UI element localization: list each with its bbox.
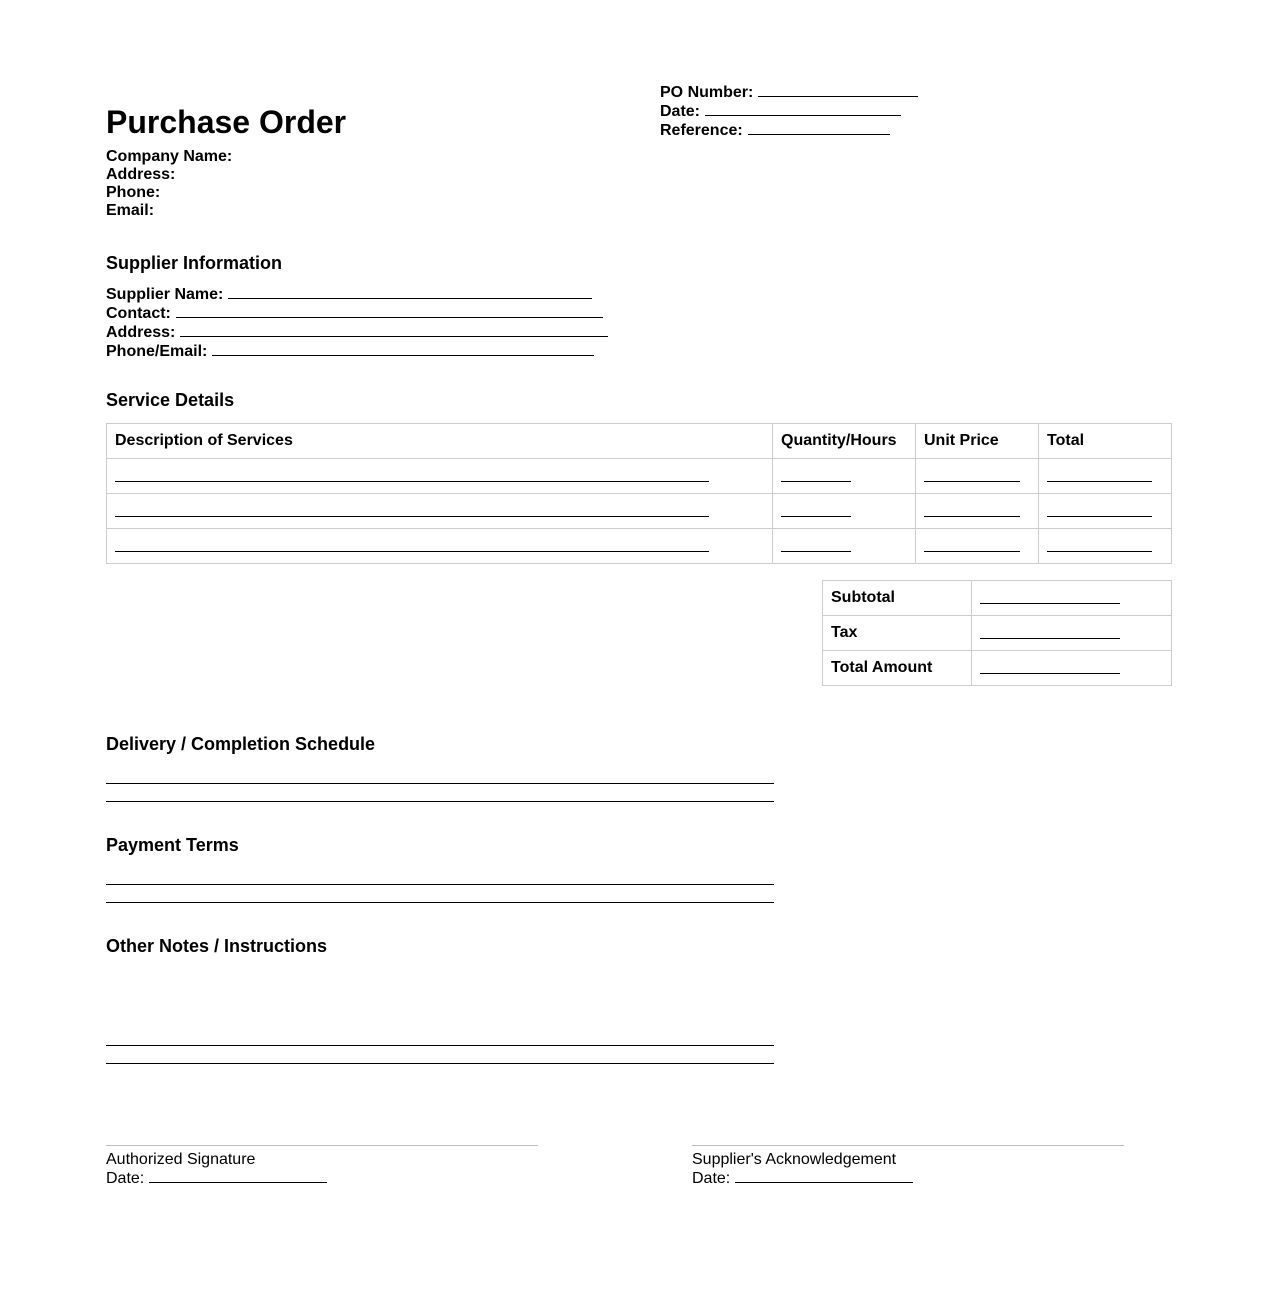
description-field[interactable] [115,516,709,517]
col-quantity: Quantity/Hours [773,424,916,459]
reference-field[interactable] [748,121,890,135]
authorized-signature-block [106,1151,327,1188]
supplier-fields [106,285,608,361]
unit-price-field[interactable] [924,551,1020,552]
subtotal-label: Subtotal [823,581,972,616]
contact-label: Contact: [106,305,171,322]
page-title: Purchase Order [106,104,347,140]
company-email-label: Email: [106,202,155,219]
table-header-row [107,424,1172,459]
supplier-heading: Supplier Information [106,253,283,273]
supplier-acknowledgement-label: Supplier's Acknowledgement [692,1151,897,1168]
company-info [106,148,232,220]
quantity-field[interactable] [781,481,851,482]
company-phone-label: Phone: [106,184,161,201]
col-total: Total [1039,424,1172,459]
supplier-date-field[interactable] [735,1169,913,1183]
reference-label: Reference: [660,122,743,139]
tax-label: Tax [823,616,972,651]
date-label: Date: [660,103,701,120]
table-row [107,494,1172,529]
tax-field[interactable] [980,638,1120,639]
phone-email-field[interactable] [212,342,594,356]
po-number-label: PO Number: [660,84,754,101]
delivery-line[interactable] [106,801,774,802]
company-address-label: Address: [106,166,176,183]
po-header-fields [660,83,918,140]
supplier-signature-line[interactable] [692,1145,1124,1146]
supplier-signature-block [692,1151,913,1188]
table-row [107,459,1172,494]
total-amount-field[interactable] [980,673,1120,674]
totals-table [822,580,1172,686]
phone-email-label: Phone/Email: [106,343,208,360]
payment-line[interactable] [106,902,774,903]
payment-heading: Payment Terms [106,835,239,855]
total-field[interactable] [1047,516,1152,517]
col-description: Description of Services [107,424,773,459]
description-field[interactable] [115,481,709,482]
total-field[interactable] [1047,481,1152,482]
unit-price-field[interactable] [924,516,1020,517]
supplier-date-label: Date: [692,1170,731,1187]
description-field[interactable] [115,551,709,552]
col-unit-price: Unit Price [916,424,1039,459]
date-field[interactable] [705,102,901,116]
total-field[interactable] [1047,551,1152,552]
notes-line[interactable] [106,1045,774,1046]
contact-field[interactable] [176,304,603,318]
authorized-date-field[interactable] [149,1169,327,1183]
company-name-label: Company Name: [106,148,233,165]
supplier-address-label: Address: [106,324,176,341]
supplier-address-field[interactable] [180,323,608,337]
unit-price-field[interactable] [924,481,1020,482]
supplier-name-field[interactable] [228,285,592,299]
service-heading: Service Details [106,390,235,410]
total-amount-label: Total Amount [823,651,972,686]
supplier-name-label: Supplier Name: [106,286,224,303]
delivery-line[interactable] [106,783,774,784]
notes-heading: Other Notes / Instructions [106,936,328,956]
delivery-heading: Delivery / Completion Schedule [106,734,376,754]
notes-line[interactable] [106,1063,774,1064]
table-row [107,529,1172,564]
authorized-signature-label: Authorized Signature [106,1151,256,1168]
authorized-signature-line[interactable] [106,1145,538,1146]
quantity-field[interactable] [781,551,851,552]
payment-line[interactable] [106,884,774,885]
authorized-date-label: Date: [106,1170,145,1187]
subtotal-field[interactable] [980,603,1120,604]
po-number-field[interactable] [758,83,918,97]
quantity-field[interactable] [781,516,851,517]
service-table [106,423,1172,564]
